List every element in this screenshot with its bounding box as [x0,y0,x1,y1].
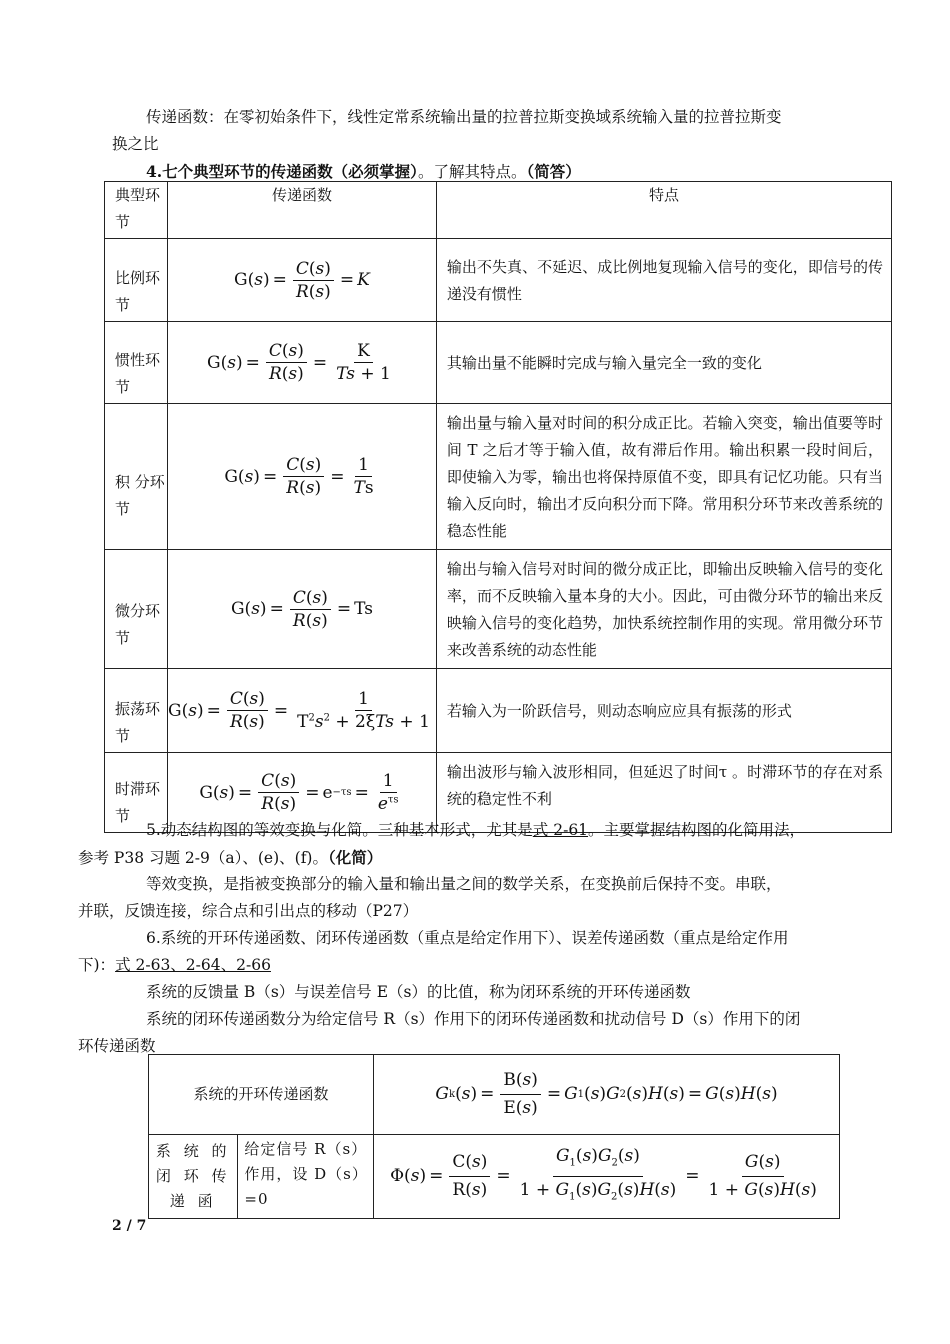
header-characteristics: 特点 [436,182,891,239]
intro-line-1: 传递函数：在零初始条件下，线性定常系统输出量的拉普拉斯变换域系统输入量的拉普拉斯变 [146,108,782,126]
element-name: 微分环节 [105,550,168,669]
given-signal-label: 给定信号 R（s）作用，设 D（s）=0 [238,1135,374,1219]
table-row [149,1055,840,1135]
open-loop-paragraph [112,979,844,1006]
section-4-title-normal: 。了解其特点。 [417,163,527,181]
section-6-line-2a: 下)： [78,956,116,974]
section-4-title-bold: 4.七个典型环节的传递函数（必须掌握） [146,162,418,181]
closed-loop-line-1: 系统的闭环传递函数分为给定信号 R（s）作用下的闭环传递函数和扰动信号 D（s）作用下的闭 [146,1010,801,1028]
element-desc: 输出与输入信号对时间的微分成正比，即输出反映输入信号的变化率，而不反映输入量本身的大小。因此，可由微分环节的输出来反映输入信号的变化趋势，加快系统控制作用的实现。常用微分环节来改善系统的动态性能 [436,550,891,669]
table-row [105,669,892,753]
equiv-line-1: 等效变换，是指被变换部分的输入量和输出量之间的数学关系，在变换前后保持不变。串联， [146,875,782,893]
formula-integral: G( s ) = $\frac{C(s)}{R(s)}$ = $\frac{1}{Ts}$ [168,404,437,550]
formula-proportional: G( s ) = $\frac{C(s)}{R(s)}$ = K [168,239,437,322]
closed-loop-formula: Φ( s ) = $\frac{C(s)}{R(s)}$ = $\frac{G_1(s)G_2(s)}{1 + G_1(s)G_2(s)H(s)}$ = $\frac{G(s)}{1 + G(s)H(s)}$ [374,1135,840,1219]
open-loop-label: 系统的开环传递函数 [149,1055,374,1135]
element-name: 时滞环节 [105,753,168,833]
section-6-paragraph [78,925,844,979]
section-5-text-a: 5.动态结构图的等效变换与化简。三种基本形式，尤其是 [146,821,533,839]
section-6-formula-ref: 式 2-63、2-64、2-66 [115,956,271,974]
closed-loop-line-2: 环传递函数 [78,1037,156,1055]
section-5-text-c: 参考 P38 习题 2-9（a）、(e)、(f)。 [78,849,328,867]
closed-loop-paragraph [78,1006,844,1060]
table-row [105,239,892,322]
section-5-paragraph [78,817,844,872]
open-loop-formula: G k ( s ) = $\frac{B(s)}{E(s)}$ = G 1 ( s ) G 2 ( s ) H ( s ) = G ( s ) H ( s ) [374,1055,840,1135]
page-number: 2 / 7 [112,1218,147,1234]
element-name: 积 分环节 [105,404,168,550]
equivalent-transform-paragraph [78,871,844,925]
element-desc: 若输入为一阶跃信号，则动态响应应具有振荡的形式 [436,669,891,753]
table-row [105,404,892,550]
intro-paragraph [112,104,844,158]
element-name: 振荡环节 [105,669,168,753]
loop-transfer-table [148,1054,840,1219]
table-row [149,1135,840,1219]
element-desc: 输出不失真、不延迟、成比例地复现输入信号的变化，即信号的传递没有惯性 [436,239,891,322]
formula-oscillation: G( s ) = $\frac{C(s)}{R(s)}$ = $\frac{1}{T^2s^2 + 2\xi Ts + 1}$ [168,669,437,753]
section-5-bold: （化简） [327,848,383,867]
element-desc: 输出量与输入量对时间的积分成正比。若输入突变，输出值要等时间 T 之后才等于输入值，故有滞后作用。输出积累一段时间后，即使输入为零，输出也将保持原值不变，即具有记忆功能。只有当输入反向时，输出才反向积分而下降。常用积分环节来改善系统的稳态性能 [436,404,891,550]
element-name: 比例环节 [105,239,168,322]
section-5-formula-ref: 式 2-61 [532,821,589,839]
header-element: 典型环节 [105,182,168,239]
table-row [105,322,892,404]
table-header-row [105,182,892,239]
typical-elements-table [104,181,892,833]
section-5-text-b: 。主要掌握结构图的化简用法， [588,821,806,839]
section-6-line-1: 6.系统的开环传递函数、闭环传递函数（重点是给定作用下）、误差传递函数（重点是给定作用 [146,929,789,947]
section-4-title-tail: （简答） [526,162,581,181]
table-row [105,550,892,669]
header-transfer-function: 传递函数 [168,182,437,239]
formula-time-delay: G( s ) = $\frac{C(s)}{R(s)}$ = e −τs = $\frac{1}{e^{\tau s}}$ [168,753,437,833]
equiv-line-2: 并联，反馈连接，综合点和引出点的移动（P27） [78,902,419,920]
element-name: 惯性环节 [105,322,168,404]
intro-line-2: 换之比 [112,135,159,153]
formula-inertial: G( s ) = $\frac{C(s)}{R(s)}$ = $\frac{K}{Ts + 1}$ [168,322,437,404]
open-loop-text: 系统的反馈量 B（s）与误差信号 E（s）的比值，称为闭环系统的开环传递函数 [146,983,691,1001]
closed-loop-label: 系 统 的 闭 环 传 递 函 [149,1135,238,1219]
element-desc: 其输出量不能瞬时完成与输入量完全一致的变化 [436,322,891,404]
element-desc: 输出波形与输入波形相同，但延迟了时间τ 。时滞环节的存在对系统的稳定性不利 [436,753,891,833]
formula-derivative: G( s ) = $\frac{C(s)}{R(s)}$ = Ts [168,550,437,669]
